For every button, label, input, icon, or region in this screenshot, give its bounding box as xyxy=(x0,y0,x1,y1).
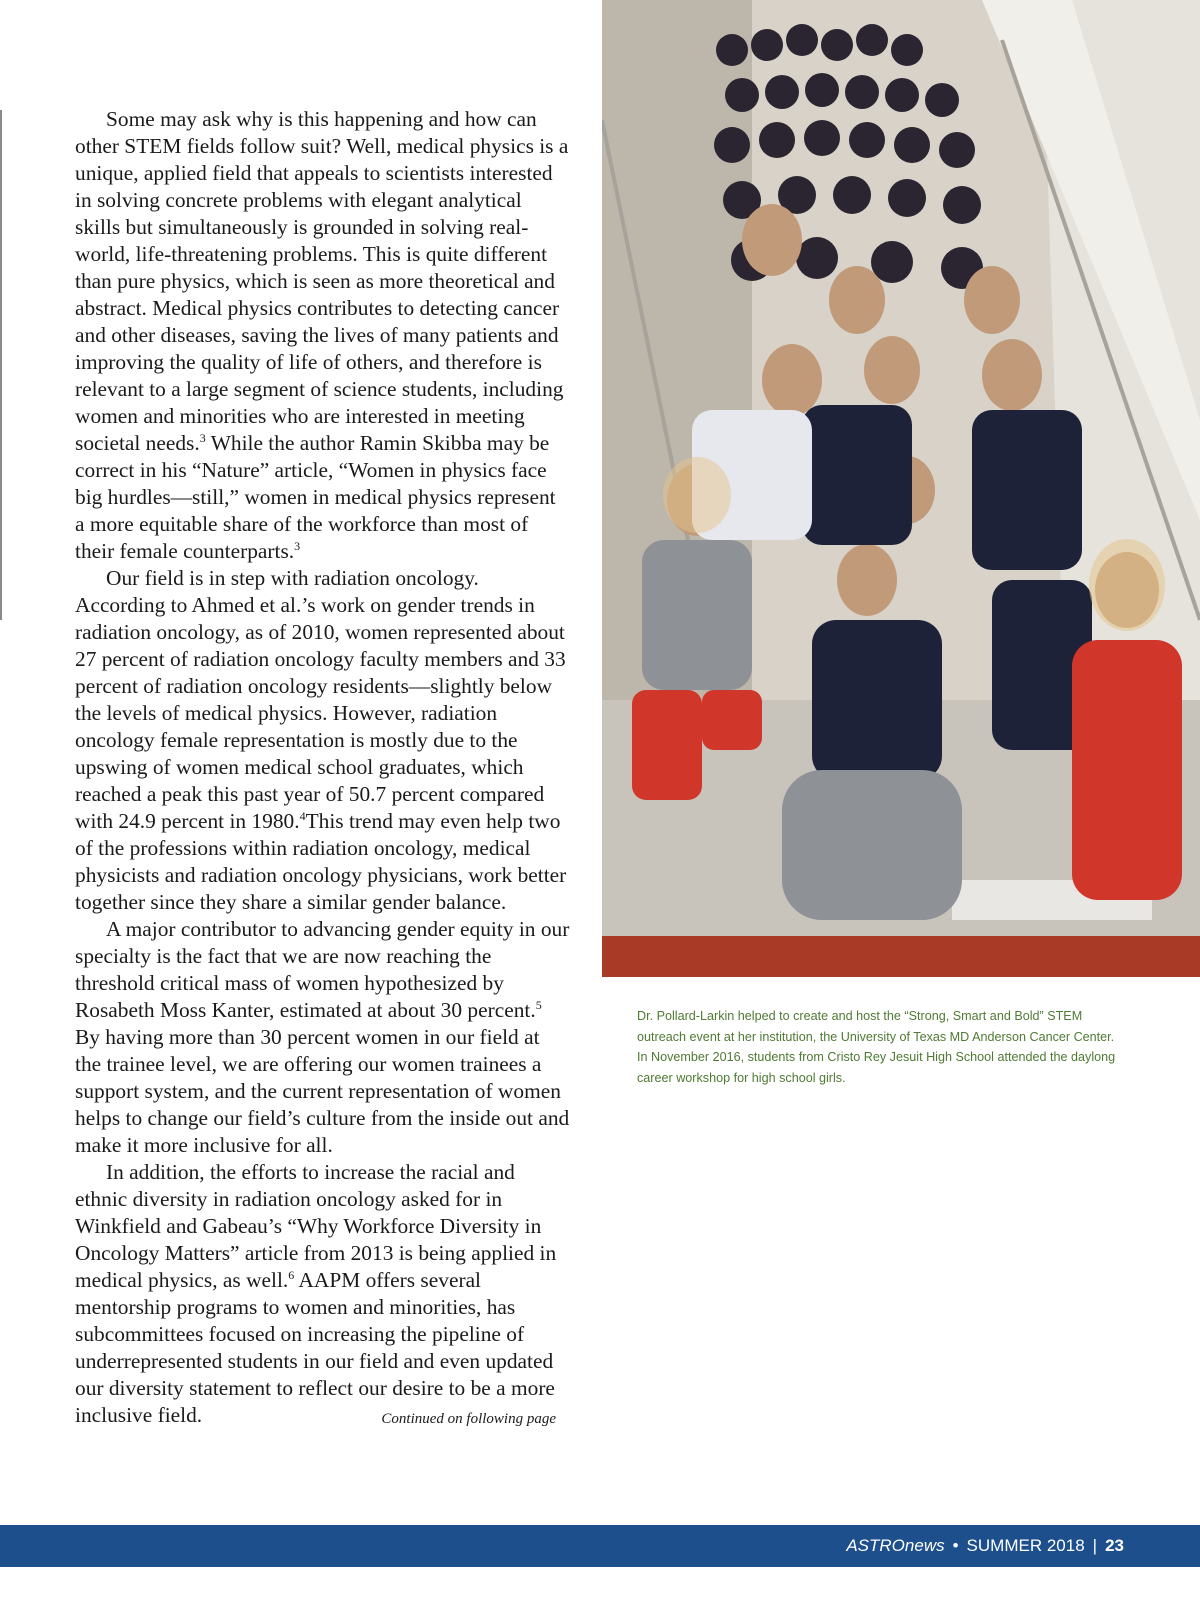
footnote-ref: 3 xyxy=(199,431,206,445)
continued-note: Continued on following page xyxy=(381,1411,556,1427)
footnote-ref: 3 xyxy=(294,539,301,553)
page-number: 23 xyxy=(1105,1536,1124,1555)
page-footer xyxy=(0,1525,1200,1567)
article-body xyxy=(75,106,570,1433)
paragraph-2: Our field is in step with radiation oncology. According to Ahmed et al.’s work on gender trends in radiation oncology, as of 2010, women represented about 27 percent of radiation oncology faculty members and 33 percent of radiation oncology residents—slightly below the levels of medical physics. However, radiation oncology female representation is mostly due to the upswing of women medical school graduates, which reached a peak this past year of 50.7 percent compared with 24.9 percent in 1980.$^4$This trend may even help two of the professions within radiation oncology, medical physicists and radiation oncology physicians, work better together since they share a similar gender balance. xyxy=(75,566,567,914)
paragraph-3: A major contributor to advancing gender equity in our specialty is the fact that we are now reaching the threshold critical mass of women hypothesized by Rosabeth Moss Kanter, estimated at about 30 percent.$^5$ By having more than 30 percent women in our field at the trainee level, we are offering our women trainees a support system, and the current representation of women helps to change our field’s culture from the inside out and make it more inclusive for all. xyxy=(75,917,570,1157)
photo-caption: Dr. Pollard-Larkin helped to create and host the “Strong, Smart and Bold” STEM outreach event at her institution, the University of Texas MD Anderson Cancer Center. In November 2016, students from Cristo Rey Jesuit High School attended the daylong career workshop for high school girls. xyxy=(637,1009,1116,1085)
footer-separator: | xyxy=(1092,1536,1098,1555)
paragraph-4: In addition, the efforts to increase the racial and ethnic diversity in radiation oncology asked for in Winkfield and Gabeau’s “Why Workforce Diversity in Oncology Matters” article from 2013 is being applied in medical physics, as well.$^6$ AAPM offers several mentorship programs to women and minorities, has subcommittees focused on increasing the pipeline of underrepresented students in our field and even updated our diversity statement to reflect our desire to be a more inclusive field. Continued on following page xyxy=(75,1159,570,1429)
paragraph-1: Some may ask why is this happening and how can other STEM fields follow suit? Well, medical physics is a unique, applied field that appeals to scientists interested in solving concrete problems with elegant analytical skills but simultaneously is grounded in solving real-world, life-threatening problems. This is quite different than pure physics, which is seen as more theoretical and abstract. Medical physics contributes to detecting cancer and other diseases, saving the lives of many patients and improving the quality of life of others, and therefore is relevant to a large segment of science students, including women and minorities who are interested in meeting societal needs.$^3$ While the author Ramin Skibba may be correct in his “Nature” article, “Women in physics face big hurdles—still,” women in medical physics represent a more equitable share of the workforce than most of their female counterparts.$^3$ xyxy=(75,107,569,563)
margin-rule xyxy=(0,110,2,620)
footnote-ref: 4 xyxy=(299,809,306,823)
footnote-ref: 5 xyxy=(535,998,542,1012)
footer-bullet: • xyxy=(952,1536,959,1555)
issue-label: SUMMER 2018 xyxy=(966,1536,1085,1555)
footnote-ref: 6 xyxy=(288,1268,295,1282)
group-photo xyxy=(602,0,1200,936)
photo-accent-band xyxy=(602,936,1200,977)
publication-name: ASTROnews xyxy=(846,1536,945,1555)
